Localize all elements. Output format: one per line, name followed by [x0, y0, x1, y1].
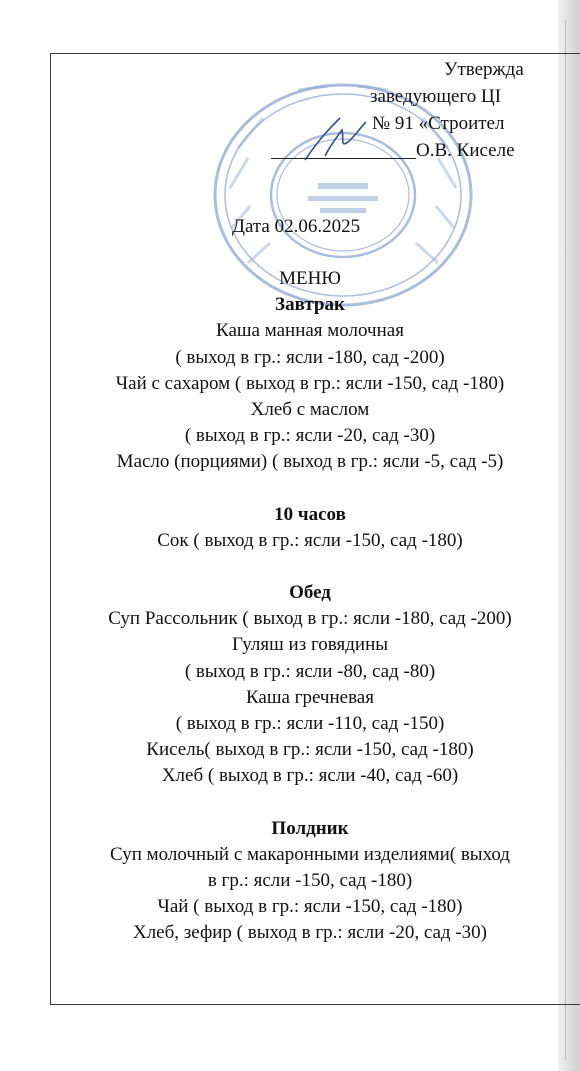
menu-item: Масло (порциями) ( выход в гр.: ясли -5, сад -5) — [116, 451, 504, 473]
menu-item: в гр.: ясли -150, сад -180) — [207, 870, 413, 892]
section-gap — [50, 554, 570, 580]
menu-item: Суп Рассольник ( выход в гр.: ясли -180, сад -200) — [108, 608, 512, 630]
menu-item: Суп молочный с макаронными изделиями( выход — [110, 843, 510, 865]
menu-item: Сок ( выход в гр.: ясли -150, сад -180) — [157, 529, 463, 551]
approval-signer-name: О.В. Киселе — [416, 140, 515, 161]
section-heading-breakfast: Завтрак — [275, 294, 345, 316]
menu-item: Хлеб с маслом — [250, 399, 370, 421]
menu-item: Кисель( выход в гр.: ясли -150, сад -180) — [146, 739, 474, 761]
menu-item: Каша гречневая — [246, 686, 374, 708]
menu-item: ( выход в гр.: ясли -20, сад -30) — [184, 425, 436, 447]
section-heading-10am: 10 часов — [274, 503, 346, 525]
menu-item: Каша манная молочная — [216, 320, 404, 342]
menu-item: Гуляш из говядины — [232, 634, 388, 656]
signature-line — [271, 138, 416, 159]
menu-date: Дата 02.06.2025 — [232, 216, 361, 237]
section-heading-snack: Полдник — [271, 817, 349, 839]
menu-content — [50, 266, 570, 947]
menu-title: МЕНЮ — [279, 268, 341, 289]
section-gap — [50, 790, 570, 816]
approval-line-2: заведующего ЦI — [370, 86, 502, 107]
menu-item: Хлеб ( выход в гр.: ясли -40, сад -60) — [161, 765, 459, 787]
menu-item: ( выход в гр.: ясли -180, сад -200) — [175, 346, 445, 368]
menu-item: ( выход в гр.: ясли -80, сад -80) — [184, 660, 436, 682]
menu-item: Чай с сахаром ( выход в гр.: ясли -150, сад -180) — [115, 372, 505, 394]
section-heading-lunch: Обед — [289, 582, 331, 604]
approval-line-3: № 91 «Строител — [372, 113, 505, 134]
approval-line-1: Утвержда — [444, 59, 524, 80]
menu-item: ( выход в гр.: ясли -110, сад -150) — [175, 713, 445, 735]
menu-item: Хлеб, зефир ( выход в гр.: ясли -20, сад -30) — [132, 922, 488, 944]
section-gap — [50, 476, 570, 502]
menu-item: Чай ( выход в гр.: ясли -150, сад -180) — [157, 896, 463, 918]
